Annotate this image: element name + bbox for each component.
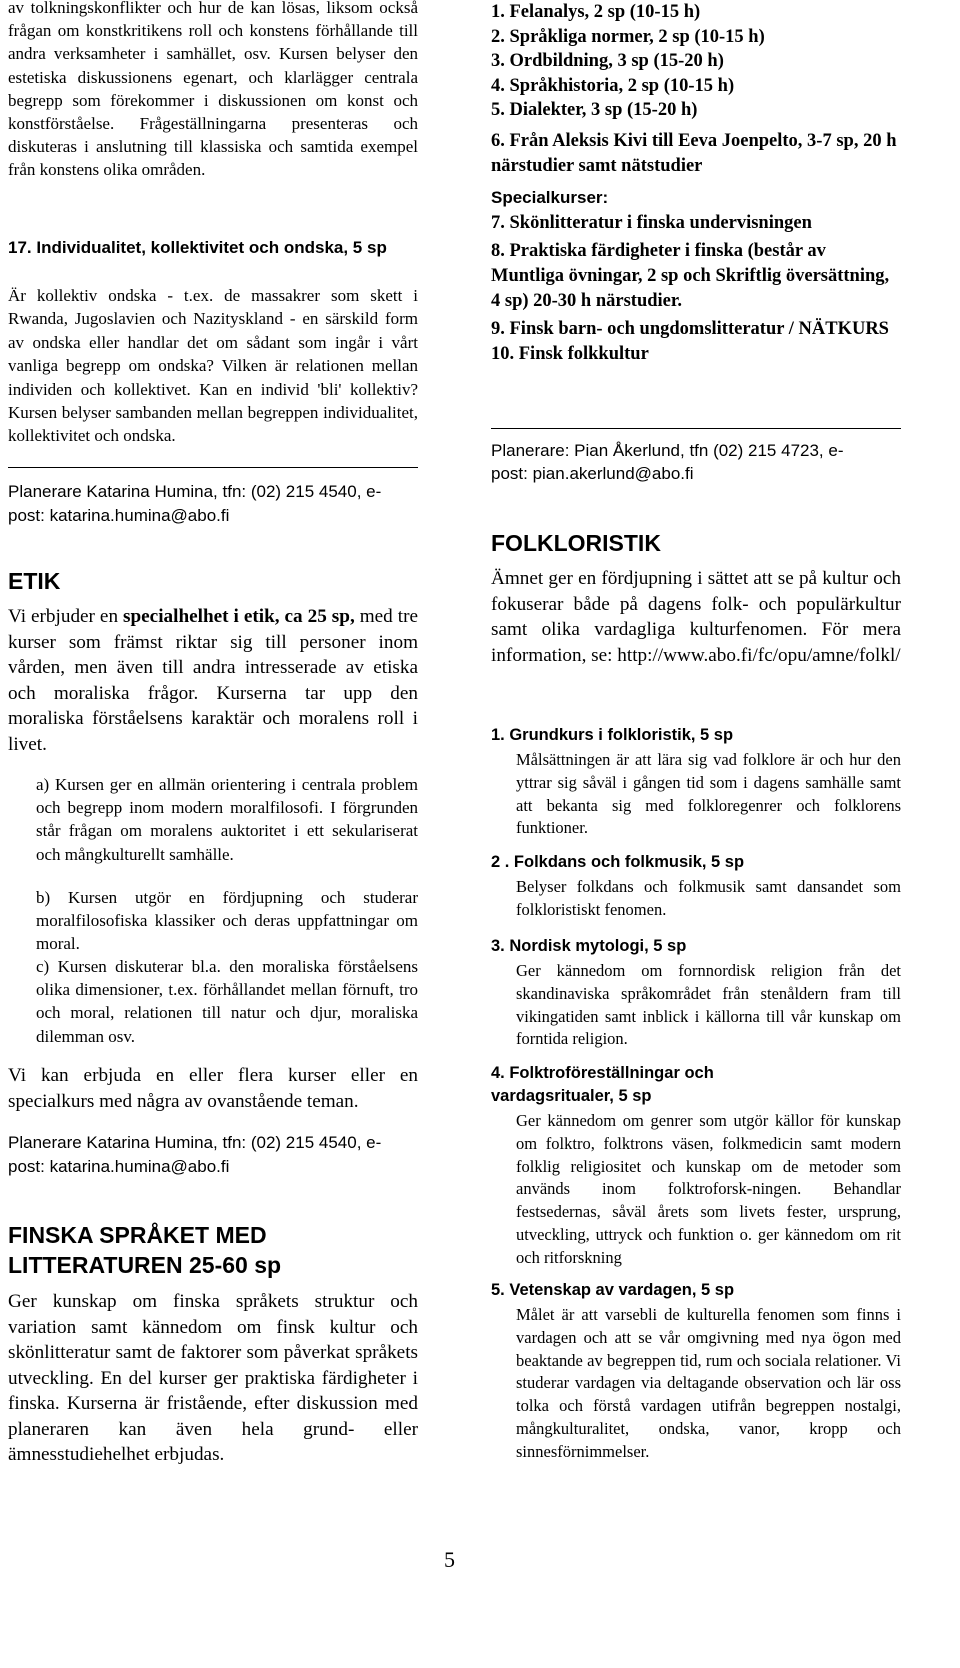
contact-katarina-2: Planerare Katarina Humina, tfn: (02) 215 4540, e-post: katarina.humina@abo.fi xyxy=(8,1133,382,1176)
course-item: 7. Skönlitteratur i finska undervisningen xyxy=(491,212,812,233)
divider xyxy=(8,467,418,468)
folk-course-5-text: Målet är att varsebli de kulturella fenomen som finns i vardagen och att se vår omgivning med nya ögon med beaktande av begreppen tid, rum och sociala relationer. Vi studerar vardagen via deltagande observation och lär oss tolka och förstå vardagen utifrån begreppen nostalgi, mångkulturalitet, ondska, vanor, kropp och sinnesförnimmelser. xyxy=(516,1305,901,1461)
etik-intro-part: med tre kurser som främst riktar sig till personer inom vården, men även till andra intresserade av etiska och moraliska frågor. Kurserna tar upp den moraliska förståelsens karaktär och moralens roll i livet. xyxy=(8,606,418,755)
page-number: 5 xyxy=(444,1547,455,1572)
folk-course-4-heading: 4. Folktroföreställningar och vardagsritualer, 5 sp xyxy=(491,1064,714,1105)
etik-title: ETIK xyxy=(8,568,61,594)
etik-intro-emphasis: specialhelhet i etik, ca 25 sp, xyxy=(123,606,355,627)
etik-course-a: a) Kursen ger en allmän orientering i centrala problem och begrepp inom modern moralfilosofi. I förgrunden står frågan om moralens auktoritet i ett sekulariserat och mångkulturellt samhälle. xyxy=(36,775,418,864)
folk-course-3-heading: 3. Nordisk mytologi, 5 sp xyxy=(491,937,687,955)
course-item: 4. Språkhistoria, 2 sp (10-15 h) xyxy=(491,75,735,96)
finska-intro: Ger kunskap om finska språkets struktur och variation samt kännedom om finsk kultur och skönlitteratur samt de faktorer som påverkat språkets utveckling. En del kurser ger praktiska färdigheter i finska. Kurserna är fristående, efter diskussion med planeraren kan även hela grund- eller ämnesstudiehelhet erbjudas. xyxy=(8,1291,418,1465)
finska-course-list xyxy=(491,0,901,366)
folk-course-1-heading: 1. Grundkurs i folkloristik, 5 sp xyxy=(491,726,734,744)
etik-intro-part: Vi erbjuder en xyxy=(8,606,124,627)
course-item: 5. Dialekter, 3 sp (15-20 h) xyxy=(491,100,698,121)
course-17-heading: 17. Individualitet, kollektivitet och ondska, 5 sp xyxy=(8,238,387,257)
folk-course-4-text: Ger kännedom om genrer som utgör källor för kunskap om folktro, folktrons väsen, folkmedicin samt modern folklig religiositet och kunskap om de metoder som används inom folktroforsk-ningen. Behandlar festsedernas, såväl årets som livets fester, ursprung, utveckling, uttryck och funktion o. ger kännedom om rit och ritforskning xyxy=(516,1111,901,1267)
course-item: 8. Praktiska färdigheter i finska (består av Muntliga övningar, 2 sp och Skriftlig översättning, 4 sp) 20-30 h närstudier. xyxy=(491,241,890,311)
course-item: 2. Språkliga normer, 2 sp (10-15 h) xyxy=(491,26,765,47)
etik-course-b: b) Kursen utgör en fördjupning och studerar moralfilosofiska klassiker och deras uppfattningar om moral. xyxy=(36,888,418,954)
contact-katarina-1: Planerare Katarina Humina, tfn: (02) 215 4540, e-post: katarina.humina@abo.fi xyxy=(8,482,382,525)
etik-course-c: c) Kursen diskuterar bl.a. den moraliska förståelsens olika dimensioner, t.ex. förhållandet mellan förnuft, tro och moral, relationen till natur och djur, moraliska dilemman osv. xyxy=(36,957,418,1046)
course-item: 9. Finsk barn- och ungdomslitteratur / NÄTKURS xyxy=(491,319,889,340)
course-item: 10. Finsk folkkultur xyxy=(491,343,649,364)
special-courses-heading: Specialkurser: xyxy=(491,188,609,208)
contact-pian: Planerare: Pian Åkerlund, tfn (02) 215 4723, e-post: pian.akerlund@abo.fi xyxy=(491,441,844,483)
course-item: 6. Från Aleksis Kivi till Eeva Joenpelto, 3-7 sp, 20 h närstudier samt nätstudier xyxy=(491,130,897,176)
course-item: 3. Ordbildning, 3 sp (15-20 h) xyxy=(491,51,724,72)
folk-course-1-text: Målsättningen är att lära sig vad folklore är och hur den yttrar sig såväl i gången tid som i dagens samhälle samt att bekanta sig med folkloregenrer och folklorens funktioner. xyxy=(516,750,901,838)
finska-title: FINSKA SPRÅKET MED LITTERATUREN 25-60 sp xyxy=(8,1222,282,1278)
course-17-text: Är kollektiv ondska - t.ex. de massakrer som skett i Rwanda, Jugoslavien och Nazityskland - en särskild form av ondska eller handlar det om sådant som ingår i vårt vanliga begrepp om ondska? Vilken är relationen mellan individen och kollektivet. Kan en individ 'bli' kollektiv? Kursen belyser sambanden mellan begreppen individualitet, kollektivitet och ondska. xyxy=(8,286,418,446)
folkloristik-intro: Ämnet ger en fördjupning i sättet att se på kultur och fokuserar både på dagens folk- och populärkultur samt olika vardagliga kulturfenomen. För mera information, se: http://www.abo.fi/fc/opu/amne/folkl/ xyxy=(491,568,901,666)
folk-course-2-text: Belyser folkdans och folkmusik samt dansandet som folkloristiskt fenomen. xyxy=(516,877,901,919)
etik-intro xyxy=(8,604,418,757)
folk-course-3-text: Ger kännedom om fornnordisk religion från det skandinaviska språkområdet från stenåldern fram till vikingatiden samt inblick i källorna till vår kunskap om forntida religion. xyxy=(516,961,901,1049)
folk-course-5-heading: 5. Vetenskap av vardagen, 5 sp xyxy=(491,1281,735,1299)
etik-outro: Vi kan erbjuda en eller flera kurser eller en specialkurs med några av ovanstående teman. xyxy=(8,1065,418,1112)
folkloristik-title: FOLKLORISTIK xyxy=(491,530,661,556)
course-item: 1. Felanalys, 2 sp (10-15 h) xyxy=(491,2,701,22)
aesthetics-course-text: av tolkningskonflikter och hur de kan lösas, liksom också frågan om konstkritikens roll och konstens förhållande till andra verksamheter i samhället, osv. Kursen belyser den estetiska diskussionens egenart, och klarlägger centrala begrepp som förekommer i diskussionen om konst och konstförståelse. Frågeställningarna presenteras och diskuteras i anslutning till klassiska och samtida exempel från konstens olika områden. xyxy=(8,0,418,180)
folk-course-2-heading: 2 . Folkdans och folkmusik, 5 sp xyxy=(491,853,745,871)
divider xyxy=(491,428,901,429)
